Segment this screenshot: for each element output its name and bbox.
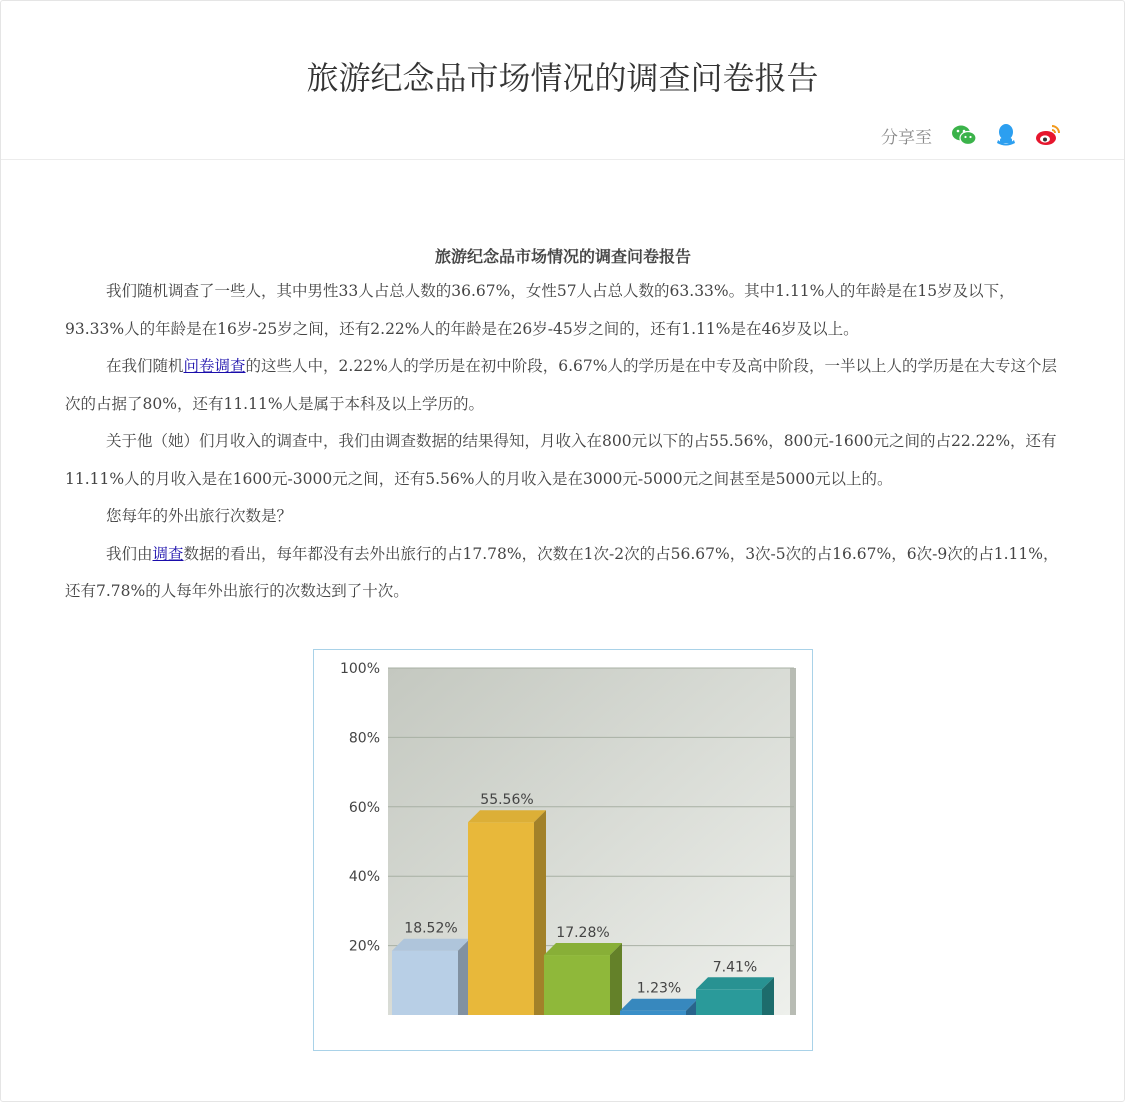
paragraph-income: 关于他（她）们月收入的调查中，我们由调查数据的结果得知，月收入在800元以下的占55.56%，800元-1600元之间的占22.22%，还有11.11%人的月收入是在1600元-3000元之间，还有5.56%人的月收入是在3000元-5000元之间甚至是5000元以上的。	[65, 432, 1057, 488]
bar-value-label: 7.41%	[712, 959, 758, 976]
bar-top	[468, 810, 546, 822]
text-span: 在我们随机	[106, 357, 184, 375]
bar-top	[696, 977, 774, 989]
bar-chart-svg	[314, 650, 812, 1050]
page-title: 旅游纪念品市场情况的调查问卷报告	[306, 59, 819, 97]
wechat-icon[interactable]	[950, 121, 978, 149]
paragraph-demographics: 我们随机调查了一些人，其中男性33人占总人数的36.67%，女性57人占总人数的63.33%。其中1.11%人的年龄是在15岁及以下，93.33%人的年龄是在16岁-25岁之间，还有2.22%人的年龄是在26岁-45岁之间的，还有1.11%是在46岁及以上。	[65, 282, 1015, 338]
y-tick-label: 60%	[348, 799, 380, 816]
bar-value-label: 1.23%	[636, 980, 682, 997]
share-label: 分享至	[881, 127, 932, 148]
bar-value-label: 17.28%	[556, 925, 610, 942]
text-span: 的这些人中，2.22%人的学历是在初中阶段，6.67%人的学历是在中专及高中阶段，一半以上人的学历是在大专这个层次的占据了80%，还有11.11%人是属于本科及以上学历的。	[65, 357, 1058, 413]
bar-top	[544, 943, 622, 955]
paragraph-question: 您每年的外出旅行次数是？	[106, 507, 293, 525]
bar	[544, 955, 610, 1015]
text-span: 数据的看出，每年都没有去外出旅行的占17.78%，次数在1次-2次的占56.67%，3次-5次的占16.67%，6次-9次的占1.11%，还有7.78%的人每年外出旅行的次数达到了十次。	[65, 544, 1059, 600]
bar	[392, 951, 458, 1015]
share-bar	[881, 121, 1062, 149]
y-tick-label: 20%	[348, 938, 380, 955]
bar	[620, 1011, 686, 1015]
survey-link[interactable]: 问卷调查	[183, 357, 246, 375]
bar-value-label: 55.56%	[480, 792, 534, 809]
bar-top	[392, 939, 470, 951]
bar	[468, 822, 534, 1015]
y-tick-label: 40%	[348, 869, 380, 886]
text-span: 我们由	[106, 544, 153, 563]
bar	[696, 989, 762, 1015]
article-header	[1, 1, 1124, 160]
bar-value-label: 18.52%	[404, 920, 458, 937]
paragraph-education	[65, 348, 1061, 423]
paragraph-travel	[65, 536, 1061, 611]
y-tick-label: 100%	[339, 661, 380, 677]
article-body	[65, 241, 1061, 611]
plot-side-wall	[790, 668, 796, 1015]
bar-chart	[313, 649, 813, 1051]
bar-side	[610, 943, 622, 1015]
qq-icon[interactable]	[992, 121, 1020, 149]
weibo-icon[interactable]	[1034, 121, 1062, 149]
bar-top	[620, 999, 698, 1011]
y-tick-label: 80%	[348, 730, 380, 747]
survey-link-2[interactable]: 调查	[152, 544, 184, 563]
article-subtitle: 旅游纪念品市场情况的调查问卷报告	[434, 247, 691, 266]
